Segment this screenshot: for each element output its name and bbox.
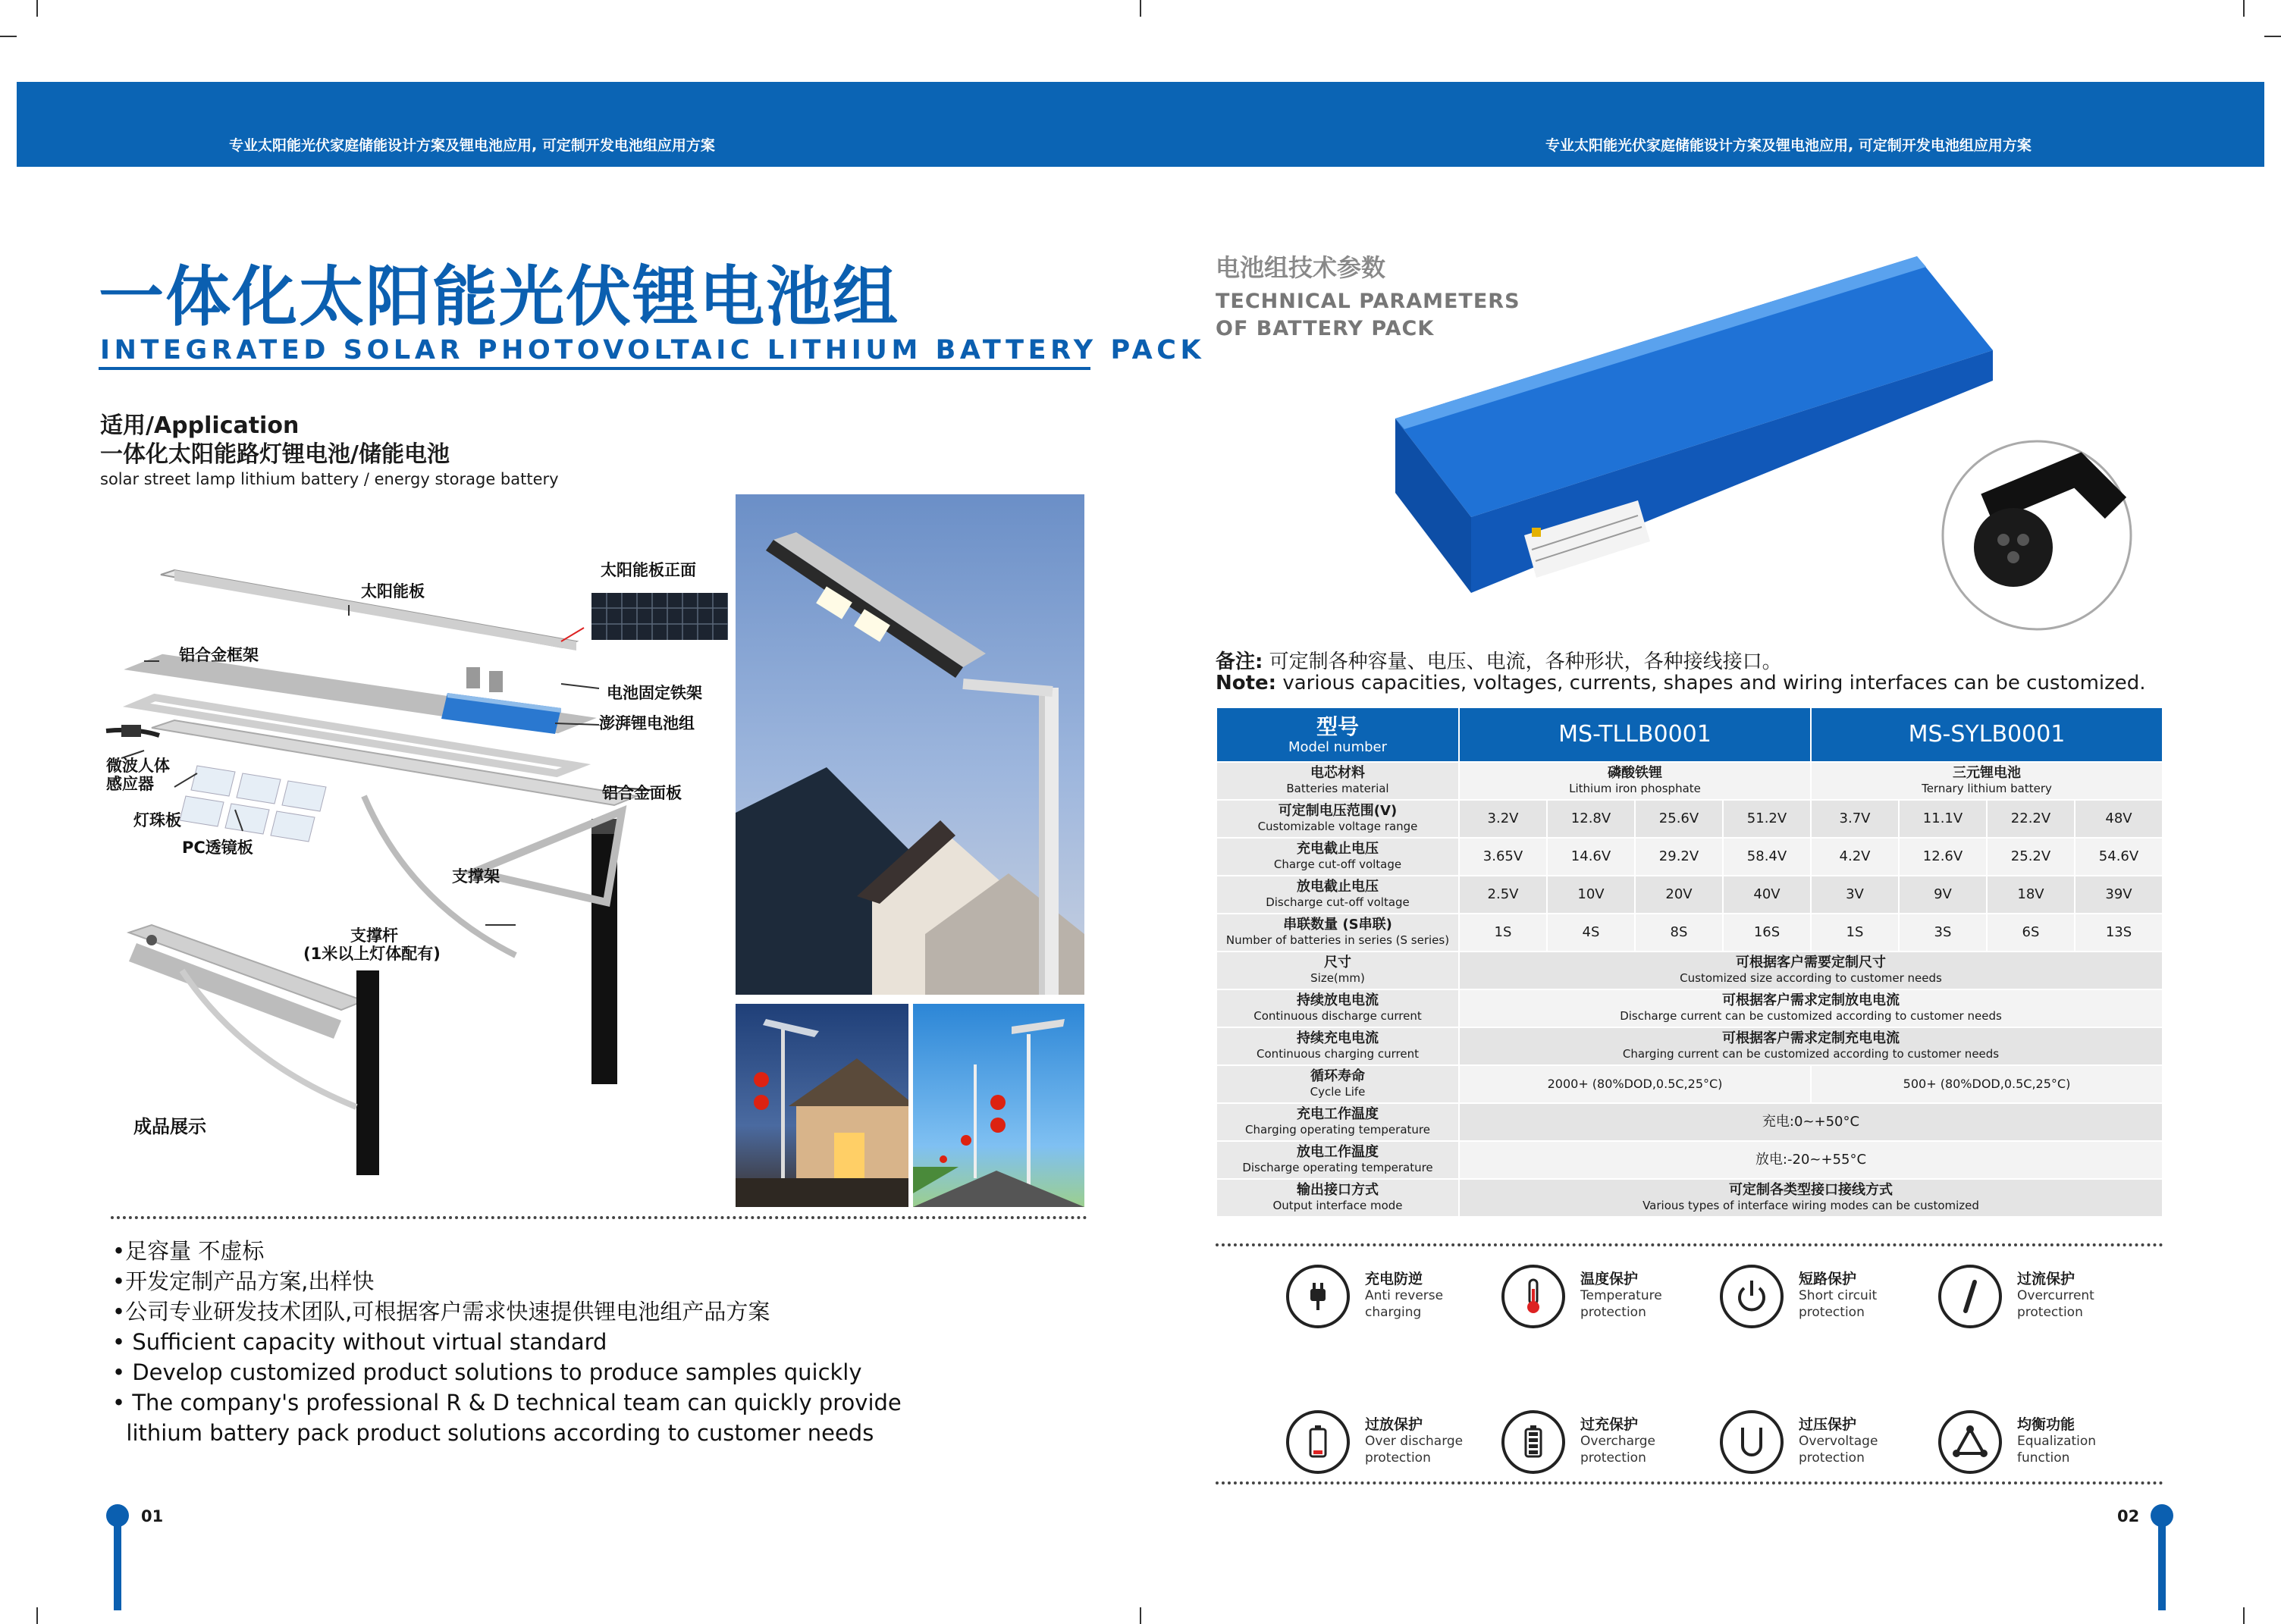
feature-desc-line: protection [1799,1450,1865,1466]
table-cell [1459,989,2163,1027]
table-row [1216,1027,2163,1065]
feature-over-discharge [1286,1410,1491,1486]
section-title-en-line2: OF BATTERY PACK [1216,317,1435,340]
table-cell: 500+ (80%DOD,0.5C,25°C) [1811,1065,2163,1103]
table-cell: 58.4V [1723,838,1811,876]
table-cell: 9V [1899,876,1987,914]
table-cell [1459,952,2163,989]
feature-temperature [1501,1265,1706,1340]
cell-cn: 磷酸铁锂 [1608,765,1662,781]
table-cell: 25.2V [1987,838,2075,876]
table-cell: 25.6V [1635,800,1723,838]
row-label-cn: 尺寸 [1324,955,1351,970]
feature-title: 过流保护 [2017,1271,2075,1287]
note-cn-text: 可定制各种容量、电压、电流，各种形状，各种接线接口。 [1263,651,1782,673]
table-cell: 4S [1547,914,1635,952]
label-support-rod: 支撑杆 [350,926,398,945]
table-cell: 51.2V [1723,800,1811,838]
battery-pack-image [1380,250,2154,644]
feature-desc-line: charging [1365,1305,1422,1320]
crop-mark [2243,0,2245,17]
table-cell [1459,1027,2163,1065]
page-marker-stem [2158,1516,2166,1610]
feature-title: 短路保护 [1799,1271,1857,1287]
page-title-en: INTEGRATED SOLAR PHOTOVOLTAIC LITHIUM BATTERY PACK [100,335,1206,365]
row-label-cn: 电芯材料 [1310,765,1365,781]
label-support-rod-note: (1米以上灯体配有) [303,945,441,963]
page-title-cn: 一体化太阳能光伏锂电池组 [99,259,899,335]
row-label-cn: 可定制电压范围(V) [1278,803,1398,819]
feature-overcurrent [1938,1265,2143,1340]
table-cell: 放电:-20~+55°C [1459,1141,2163,1179]
header-slogan-right: 专业太阳能光伏家庭储能设计方案及锂电池应用, 可定制开发电池组应用方案 [1545,137,2032,154]
feature-short-circuit [1720,1265,1925,1340]
feature-desc [1365,1433,1463,1466]
page-number-right: 02 [2117,1507,2140,1525]
row-label [1216,762,1459,800]
row-label-en: Discharge operating temperature [1242,1161,1433,1174]
bullet-item: • Develop customized product solutions to produce samples quickly [112,1359,862,1385]
street-lamp-illustration [736,494,1084,995]
table-cell: 12.6V [1899,838,1987,876]
cell-cn: 可根据客户需要定制尺寸 [1736,955,1886,970]
feature-desc [2017,1287,2094,1321]
header-model-cell [1216,707,1459,762]
table-cell: 22.2V [1987,800,2075,838]
voltage-icon [1720,1410,1784,1474]
crop-mark [2243,1607,2245,1624]
feature-desc-line: Short circuit [1799,1288,1878,1303]
table-row [1216,1141,2163,1179]
thermometer-icon [1501,1265,1565,1328]
crop-mark [0,36,17,37]
right-dotted-divider-top [1216,1243,2163,1246]
table-cell: 10V [1547,876,1635,914]
row-label [1216,1065,1459,1103]
label-alu-frame: 铝合金框架 [179,646,259,664]
label-battery-bracket: 电池固定铁架 [607,684,702,702]
right-dotted-divider-bottom [1216,1481,2163,1484]
power-icon [1720,1265,1784,1328]
cell-cn: 可根据客户需求定制充电电流 [1722,1030,1900,1046]
table-cell: 4.2V [1811,838,1899,876]
row-label-cn: 串联数量 (S串联) [1283,917,1392,933]
crop-mark [1140,0,1141,17]
application-heading: 适用/Application [100,412,300,439]
row-label-en: Cycle Life [1310,1085,1366,1099]
row-label-cn: 充电工作温度 [1297,1106,1379,1122]
table-cell: 3V [1811,876,1899,914]
feature-equalization [1938,1410,2143,1486]
row-label [1216,1179,1459,1217]
model-label-cn: 型号 [1316,714,1359,739]
feature-desc [1799,1287,1877,1321]
cell-en: Customized size according to customer needs [1680,971,1942,985]
feature-title: 充电防逆 [1365,1271,1423,1287]
table-cell [1459,762,1811,800]
row-label-en: Size(mm) [1310,971,1365,985]
feature-desc [1580,1433,1655,1466]
table-cell [1459,1179,2163,1217]
crop-mark [36,1607,38,1624]
table-cell: 18V [1987,876,2075,914]
row-label-cn: 持续放电电流 [1297,992,1379,1008]
table-cell: 16S [1723,914,1811,952]
cell-en: Ternary lithium battery [1922,782,2052,795]
application-subheading: 一体化太阳能路灯锂电池/储能电池 [100,441,450,468]
application-description: solar street lamp lithium battery / energy storage battery [100,470,559,488]
bullet-item: • Sufficient capacity without virtual standard [112,1329,607,1355]
row-label [1216,989,1459,1027]
table-row [1216,952,2163,989]
row-label-en: Charging operating temperature [1245,1123,1430,1136]
road-lamps-illustration [913,1004,1084,1207]
note-cn [1216,646,1782,674]
page-marker-stem [114,1516,121,1610]
cell-en: Discharge current can be customized according to customer needs [1620,1009,2002,1023]
row-label-en: Continuous charging current [1257,1047,1419,1061]
feature-title: 均衡功能 [2017,1416,2075,1433]
model-label-en: Model number [1288,739,1388,755]
table-header-row [1216,707,2163,762]
row-label-cn: 充电截止电压 [1297,841,1379,857]
feature-desc-line: Overcurrent [2017,1288,2094,1303]
table-cell: 2.5V [1459,876,1547,914]
road-lamps-photo [913,1004,1084,1207]
feature-desc-line: protection [1365,1450,1431,1466]
row-label-cn: 持续充电电流 [1297,1030,1379,1046]
feature-desc-line: function [2017,1450,2070,1466]
night-house-illustration [736,1004,908,1207]
plug-icon [1286,1265,1350,1328]
night-house-photo [736,1004,908,1207]
table-row [1216,989,2163,1027]
feature-title: 过放保护 [1365,1416,1423,1433]
model-b: MS-SYLB0001 [1811,707,2163,762]
feature-bullets [112,1236,902,1448]
spec-table [1216,707,2163,1218]
battery-full-icon [1501,1410,1565,1474]
table-row [1216,800,2163,838]
label-product-display: 成品展示 [133,1116,206,1137]
bullet-item: •开发定制产品方案,出样快 [112,1268,375,1294]
bullet-item: •足容量 不虚标 [112,1238,265,1264]
row-label-cn: 循环寿命 [1310,1068,1365,1084]
cell-cn: 三元锂电池 [1953,765,2021,781]
page-number-left: 01 [141,1507,164,1525]
feature-desc-line: Equalization [2017,1434,2097,1449]
row-label [1216,952,1459,989]
table-row [1216,838,2163,876]
table-cell: 54.6V [2075,838,2163,876]
bullet-item: •公司专业研发技术团队,可根据客户需求快速提供锂电池组产品方案 [112,1299,770,1325]
row-label [1216,838,1459,876]
table-cell: 12.8V [1547,800,1635,838]
feature-title: 过压保护 [1799,1416,1857,1433]
crop-mark [1140,1607,1141,1624]
section-title-en-line1: TECHNICAL PARAMETERS [1216,290,1520,313]
table-cell: 40V [1723,876,1811,914]
row-label [1216,800,1459,838]
feature-desc [1799,1433,1878,1466]
table-cell: 20V [1635,876,1723,914]
row-label-en: Continuous discharge current [1253,1009,1422,1023]
model-a: MS-TLLB0001 [1459,707,1811,762]
note-en [1216,672,2146,694]
label-support-frame: 支撑架 [452,867,500,886]
table-cell: 3S [1899,914,1987,952]
left-dotted-divider [111,1216,1087,1219]
feature-desc [1365,1287,1443,1321]
label-solar-panel: 太阳能板 [361,582,425,600]
table-row [1216,876,2163,914]
row-label-en: Number of batteries in series (S series) [1225,933,1450,947]
row-label-cn: 放电工作温度 [1297,1144,1379,1160]
table-cell: 2000+ (80%DOD,0.5C,25°C) [1459,1065,1811,1103]
row-label [1216,876,1459,914]
bullet-item: • The company's professional R & D technical team can quickly provide [112,1390,902,1416]
row-label-cn: 输出接口方式 [1297,1182,1379,1198]
table-cell: 29.2V [1635,838,1723,876]
table-row [1216,1103,2163,1141]
table-row [1216,1065,2163,1103]
feature-desc-line: Temperature [1580,1288,1662,1303]
label-microwave-sensor-2: 感应器 [106,775,154,793]
feature-title: 过充保护 [1580,1416,1639,1433]
table-cell: 3.7V [1811,800,1899,838]
row-label-en: Batteries material [1286,782,1389,795]
label-microwave-sensor: 微波人体 [106,757,170,775]
cell-cn: 可定制各类型接口接线方式 [1729,1182,1893,1198]
row-label-cn: 放电截止电压 [1297,879,1379,895]
equalization-icon [1938,1410,2002,1474]
cell-en: Lithium iron phosphate [1569,782,1701,795]
table-cell [1811,762,2163,800]
table-cell: 11.1V [1899,800,1987,838]
row-label-en: Customizable voltage range [1257,820,1418,833]
feature-anti-reverse [1286,1265,1491,1340]
label-alu-face-plate: 铝合金面板 [602,784,682,802]
feature-desc-line: protection [1580,1450,1646,1466]
table-cell: 14.6V [1547,838,1635,876]
feature-desc [1580,1287,1662,1321]
battery-low-icon [1286,1410,1350,1474]
feature-overvoltage [1720,1410,1925,1486]
cell-cn: 可根据客户需求定制放电电流 [1722,992,1900,1008]
table-cell: 1S [1459,914,1547,952]
feature-desc-line: Overvoltage [1799,1434,1878,1449]
table-row [1216,914,2163,952]
label-pc-lens: PC透镜板 [182,839,253,857]
table-cell: 48V [2075,800,2163,838]
table-cell: 6S [1987,914,2075,952]
feature-desc [2017,1433,2096,1466]
title-underline [99,367,1090,370]
feature-desc-line: Anti reverse [1365,1288,1444,1303]
street-lamp-photo [736,494,1084,995]
table-row [1216,762,2163,800]
table-cell: 3.2V [1459,800,1547,838]
table-row [1216,1179,2163,1217]
feature-desc-line: protection [1580,1305,1646,1320]
current-icon [1938,1265,2002,1328]
row-label [1216,1027,1459,1065]
row-label [1216,1103,1459,1141]
row-label [1216,914,1459,952]
feature-desc-line: protection [1799,1305,1865,1320]
header-slogan-left: 专业太阳能光伏家庭储能设计方案及锂电池应用, 可定制开发电池组应用方案 [229,137,715,154]
note-en-label: Note: [1216,672,1277,694]
table-cell: 8S [1635,914,1723,952]
section-title-cn: 电池组技术参数 [1216,253,1386,282]
label-solar-panel-front: 太阳能板正面 [601,561,696,579]
row-label-en: Discharge cut-off voltage [1266,895,1410,909]
table-cell: 39V [2075,876,2163,914]
note-cn-label: 备注: [1216,651,1263,673]
table-cell: 13S [2075,914,2163,952]
label-battery-pack: 澎湃锂电池组 [599,714,695,732]
table-cell: 充电:0~+50°C [1459,1103,2163,1141]
table-cell: 3.65V [1459,838,1547,876]
row-label-en: Charge cut-off voltage [1273,857,1402,871]
feature-desc-line: Over discharge [1365,1434,1464,1449]
note-en-text: various capacities, voltages, currents, shapes and wiring interfaces can be customized. [1276,672,2146,694]
feature-overcharge [1501,1410,1706,1486]
label-lamp-bead-board: 灯珠板 [133,811,181,829]
crop-mark [36,0,38,17]
table-cell: 1S [1811,914,1899,952]
feature-desc-line: protection [2017,1305,2083,1320]
feature-desc-line: Overcharge [1580,1434,1655,1449]
crop-mark [2264,36,2281,37]
cell-en: Charging current can be customized according to customer needs [1622,1047,2000,1061]
bullet-item: lithium battery pack product solutions according to customer needs [112,1420,874,1446]
row-label [1216,1141,1459,1179]
row-label-en: Output interface mode [1272,1199,1403,1212]
feature-title: 温度保护 [1580,1271,1639,1287]
cell-en: Various types of interface wiring modes can be customized [1643,1199,1979,1212]
